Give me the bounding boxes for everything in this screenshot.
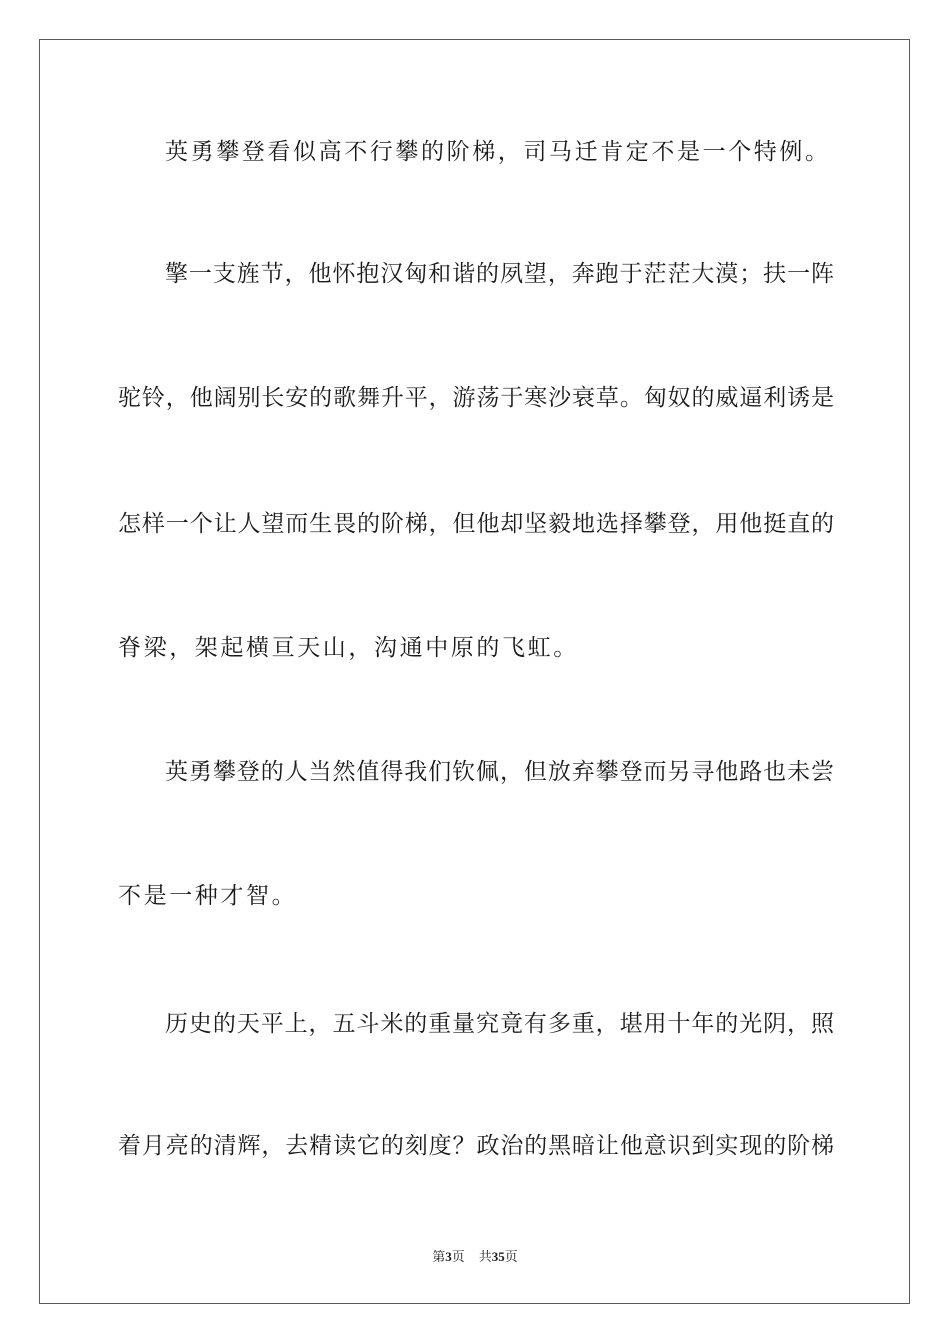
text-line-9: 着月亮的清辉，去精读它的刻度？政治的黑暗让他意识到实现的阶梯 (118, 1133, 834, 1159)
text-line-1: 英勇攀登看似高不行攀的阶梯，司马迁肯定不是一个特例。 (165, 139, 831, 165)
total-prefix: 共 (478, 1249, 492, 1264)
text-line-6: 英勇攀登的人当然值得我们钦佩，但放弃攀登而另寻他路也未尝 (165, 759, 834, 785)
total-pages: 35 (491, 1249, 505, 1264)
text-line-7: 不是一种才智。 (118, 883, 298, 909)
text-line-8: 历史的天平上，五斗米的重量究竟有多重，堪用十年的光阴，照 (165, 1011, 834, 1037)
page-border (39, 39, 910, 1304)
total-suffix: 页 (504, 1249, 518, 1264)
text-line-4: 怎样一个让人望而生畏的阶梯，但他却坚毅地选择攀登，用他挺直的 (118, 511, 834, 537)
page-prefix: 第 (432, 1249, 446, 1264)
page-footer (0, 1249, 950, 1265)
text-line-3: 驼铃，他阔别长安的歌舞升平，游荡于寒沙衰草。匈奴的威逼利诱是 (118, 385, 834, 411)
page-suffix: 页 (451, 1249, 465, 1264)
text-line-2: 擎一支旌节，他怀抱汉匈和谐的夙望，奔跑于茫茫大漠；扶一阵 (165, 261, 834, 287)
text-line-5: 脊梁，架起横亘天山，沟通中原的飞虹。 (118, 635, 579, 661)
page-number: 3 (445, 1249, 452, 1264)
